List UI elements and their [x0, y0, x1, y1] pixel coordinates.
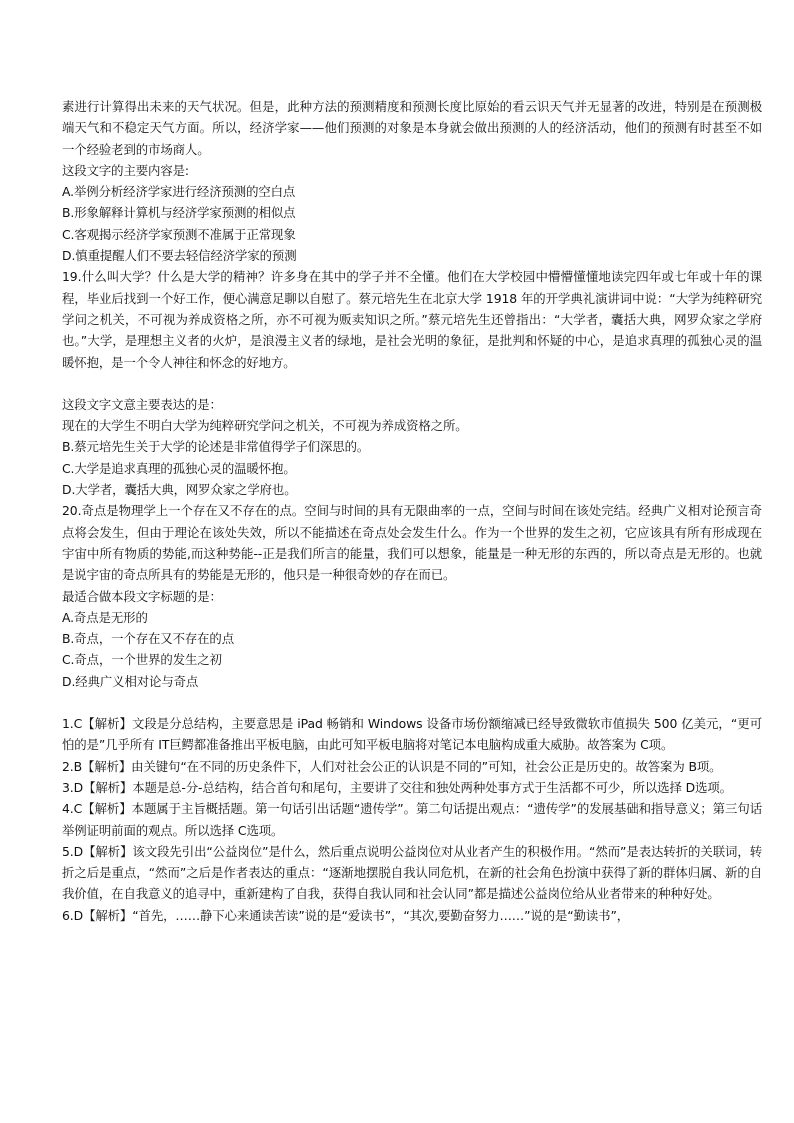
q19-option-b: B.蔡元培先生关于大学的论述是非常值得学子们深思的。	[62, 439, 370, 455]
document-body	[62, 96, 762, 926]
q19-question: 这段文字文意主要表达的是：	[62, 396, 222, 412]
answer-5: 5.D【解析】该文段先引出“公益岗位”是什么，然后重点说明公益岗位对从业者产生的积极作用。“然而”是表达转折的关联词，转折之后是重点，“然而”之后是作者表达的重点：“逐渐地摆脱自我认同危机，在新的社会角色扮演中获得了新的群体归属、新的自我价值，在自我意义的追寻中，重新建构了自我，获得自我认同和社会认同”都是描述公益岗位给从业者带来的种种好处。	[62, 843, 762, 902]
q18-option-d: D.慎重提醒人们不要去轻信经济学家的预测	[62, 248, 297, 264]
q19-option-d: D.大学者，囊括大典，网罗众家之学府也。	[62, 482, 297, 498]
answer-4: 4.C【解析】本题属于主旨概括题。第一句话引出话题“遗传学”。第二句话提出观点：“遗传学”的发展基础和指导意义；第三句话举例证明前面的观点。所以选择 C选项。	[62, 801, 762, 838]
answer-3: 3.D【解析】本题是总-分-总结构，结合首句和尾句，主要讲了交往和独处两种处事方式于生活都不可少，所以选择 D选项。	[62, 779, 732, 795]
q20-option-d: D.经典广义相对论与奇点	[62, 673, 199, 689]
q20-option-a: A.奇点是无形的	[62, 609, 148, 625]
q20-stem: 20.奇点是物理学上一个存在又不存在的点。空间与时间的具有无限曲率的一点，空间与时间在该处完结。经典广义相对论预言奇点将会发生，但由于理论在该处失效，所以不能描述在奇点处会发生什么。作为一个世界的发生之初，它应该具有所有形成现在宇宙中所有物质的势能,而这种势能--正是我们所言的能量，我们可以想象，能量是一种无形的东西的，所以奇点是无形的。也就是说宇宙的奇点所具有的势能是无形的，他只是一种很奇妙的存在而已。	[62, 503, 762, 583]
answer-6: 6.D【解析】“首先，……静下心来通读苦读”说的是“爱读书”，“其次,要勤奋努力……”说的是“勤读书”，	[62, 907, 630, 923]
q18-option-b: B.形象解释计算机与经济学家预测的相似点	[62, 205, 296, 221]
q18-question: 这段文字的主要内容是:	[62, 162, 189, 178]
blank-line	[62, 373, 762, 394]
q18-option-a: A.举例分析经济学家进行经济预测的空白点	[62, 184, 296, 200]
q18-option-c: C.客观揭示经济学家预测不准属于正常现象	[62, 226, 296, 242]
q20-option-c: C.奇点，一个世界的发生之初	[62, 652, 222, 668]
answer-2: 2.B【解析】由关键句“在不同的历史条件下，人们对社会公正的认识是不同的”可知，社会公正是历史的。故答案为 B项。	[62, 758, 722, 774]
q19-stem: 19.什么叫大学？什么是大学的精神？许多身在其中的学子并不全懂。他们在大学校园中懵懵懂懂地读完四年或七年或十年的课程，毕业后找到一个好工作，便心满意足聊以自慰了。蔡元培先生在北京大学 1918 年的开学典礼演讲词中说：“大学为纯粹研究学问之机关，不可视为养成资格之所，亦不可视为贩卖知识之所。”蔡元培先生还曾指出：“大学者，囊括大典，网罗众家之学府也。”大学，是理想主义者的火炉，是浪漫主义者的绿地，是社会光明的象征，是批判和怀疑的中心，是追求真理的孤独心灵的温暖怀抱，是一个令人神往和怀念的好地方。	[62, 269, 762, 370]
q19-option-c: C.大学是追求真理的孤独心灵的温暖怀抱。	[62, 460, 296, 476]
blank-line	[62, 692, 762, 713]
q20-question: 最适合做本段文字标题的是：	[62, 588, 222, 604]
q18-passage-tail: 素进行计算得出未来的天气状况。但是，此种方法的预测精度和预测长度比原始的看云识天气并无显著的改进，特别是在预测极端天气和不稳定天气方面。所以，经济学家——他们预测的对象是本身就会做出预测的人的经济活动，他们的预测有时甚至不如一个经验老到的市场商人。	[62, 99, 762, 157]
answer-1: 1.C【解析】文段是分总结构，主要意思是 iPad 畅销和 Windows 设备市场份额缩减已经导致微软市值损失 500 亿美元，“更可怕的是”几乎所有 IT巨鳄都准备推出平板电脑，由此可知平板电脑将对笔记本电脑构成重大威胁。故答案为 C项。	[62, 716, 762, 753]
q20-option-b: B.奇点，一个存在又不存在的点	[62, 631, 235, 647]
q19-option-a: 现在的大学生不明白大学为纯粹研究学问之机关，不可视为养成资格之所。	[62, 418, 468, 434]
